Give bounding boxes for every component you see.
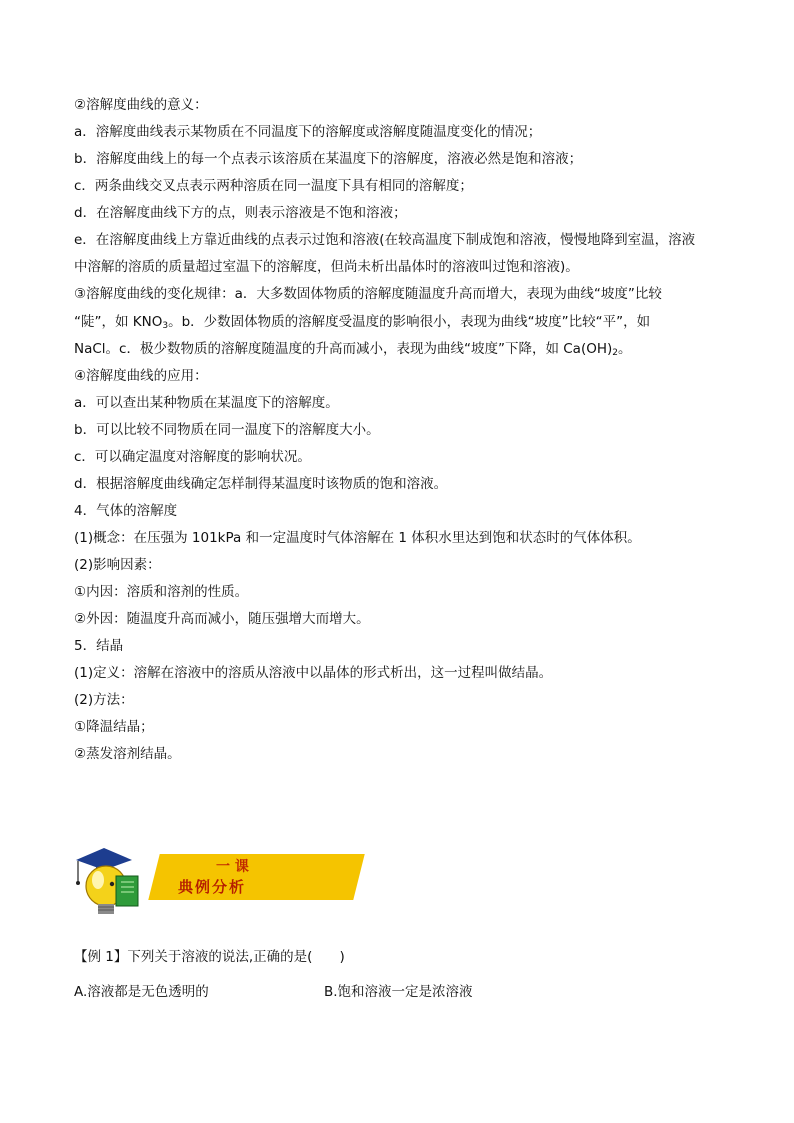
option-a[interactable]: A.溶液都是无色透明的 [74, 984, 209, 1000]
crystal-method-heading: (2)方法： [74, 692, 134, 708]
gas-factors-heading: (2)影响因素： [74, 557, 161, 573]
section4-item-d: d．根据溶解度曲线确定怎样制得某温度时该物质的饱和溶液。 [74, 476, 448, 492]
crystal-heading: 5．结晶 [74, 638, 124, 654]
section3-line2-subscript: 3 [162, 321, 169, 331]
lightbulb-mascot-icon [66, 842, 166, 922]
section3-line3 [74, 340, 724, 362]
section3-line3-subscript: 2 [612, 348, 618, 358]
section3-line3-text-a: NaCl。c．极少数物质的溶解度随温度的升高而减小，表现为曲线“坡度”下降，如 Ca(OH) [74, 341, 613, 357]
section3-line2-text-b: 。b．少数固体物质的溶解度受温度的影响很小，表现为曲线“坡度”比较“平”，如 [168, 314, 651, 330]
banner-title-line2: 典例分析 [178, 878, 247, 896]
section3-line2 [74, 313, 724, 335]
section3-line2-text-a: “陡”，如 KNO [74, 314, 163, 330]
section2-item-d: d．在溶解度曲线下方的点，则表示溶液是不饱和溶液； [74, 205, 407, 221]
section4-item-b: b．可以比较不同物质在同一温度下的溶解度大小。 [74, 422, 380, 438]
section2-item-a: a．溶解度曲线表示某物质在不同温度下的溶解度或溶解度随温度变化的情况； [74, 124, 542, 140]
gas-heading: 4．气体的溶解度 [74, 503, 178, 519]
example-question-text: 下列关于溶液的说法,正确的是( ) [127, 949, 345, 965]
crystal-method-1: ①降温结晶； [74, 719, 154, 735]
crystal-definition: (1)定义：溶解在溶液中的溶质从溶液中以晶体的形式析出，这一过程叫做结晶。 [74, 665, 553, 681]
option-b[interactable]: B.饱和溶液一定是浓溶液 [324, 984, 473, 1000]
section2-item-e-line1: e．在溶解度曲线上方靠近曲线的点表示过饱和溶液(在较高温度下制成饱和溶液，慢慢地降到室温，溶液 [74, 232, 696, 248]
section2-heading: ②溶解度曲线的意义： [74, 97, 208, 113]
gas-concept: (1)概念：在压强为 101kPa 和一定温度时气体溶解在 1 体积水里达到饱和状态时的气体体积。 [74, 530, 641, 546]
section4-item-a: a．可以查出某种物质在某温度下的溶解度。 [74, 395, 339, 411]
section4-item-c: c．可以确定温度对溶解度的影响状况。 [74, 449, 311, 465]
gas-internal-factor: ①内因：溶质和溶剂的性质。 [74, 584, 249, 600]
section2-item-e-line2: 中溶解的溶质的质量超过室温下的溶解度，但尚未析出晶体时的溶液叫过饱和溶液)。 [74, 259, 579, 275]
section3-line3-text-b: 。 [618, 341, 632, 357]
banner-title-line1: 一 课 [216, 859, 249, 875]
section2-item-c: c．两条曲线交叉点表示两种溶质在同一温度下具有相同的溶解度； [74, 178, 473, 194]
example-question [74, 948, 724, 966]
crystal-method-2: ②蒸发溶剂结晶。 [74, 746, 181, 762]
example-label: 【例 1】 [74, 949, 128, 965]
gas-external-factor: ②外因：随温度升高而减小，随压强增大而增大。 [74, 611, 370, 627]
section4-heading: ④溶解度曲线的应用： [74, 368, 208, 384]
section2-item-b: b．溶解度曲线上的每一个点表示该溶质在某温度下的溶解度，溶液必然是饱和溶液； [74, 151, 583, 167]
section3-line1: ③溶解度曲线的变化规律：a．大多数固体物质的溶解度随温度升高而增大，表现为曲线“坡度”比较 [74, 286, 662, 302]
example-analysis-banner [66, 842, 316, 922]
